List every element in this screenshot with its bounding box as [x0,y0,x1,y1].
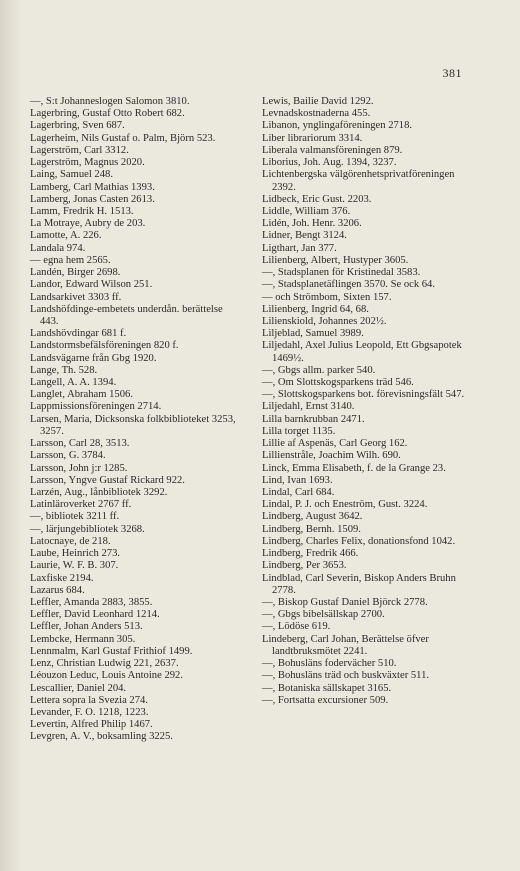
index-entry: —, S:t Johanneslogen Salomon 3810. [30,96,190,107]
index-entry: Lilienberg, Albert, Hustyper 3605. [262,254,409,266]
index-entry: Larsson, Carl 28, 3513. [30,438,130,450]
index-entry: — och Strömbom, Sixten 157. [262,291,392,303]
index-entry: Larsen, Maria, Dicksonska folkbiblioteket 3253, 3257. [30,413,236,437]
index-entry: Laing, Samuel 248. [30,169,113,181]
index-entry: Lidner, Bengt 3124. [262,230,347,242]
index-entry: Lindal, P. J. och Eneström, Gust. 3224. [262,499,428,511]
index-entry: Lettera sopra la Svezia 274. [30,694,148,706]
index-entry: —, Fortsatta excursioner 509. [262,694,389,706]
index-entry: Laxfiske 2194. [30,572,94,584]
binding-shadow [0,0,22,871]
index-entry: — egna hem 2565. [30,254,111,266]
index-entry: Landshöfdinge-embetets underdån. berättelse 443. [30,303,223,327]
index-entry: Lagerbring, Gustaf Otto Robert 682. [30,108,185,120]
index-entry: Lindberg, August 3642. [262,511,363,523]
index-entry: Lagerström, Carl 3312. [30,144,129,156]
index-entry: Landsvägarne från Gbg 1920. [30,352,157,364]
index-entry: Liljedahl, Ernst 3140. [262,401,355,413]
index-entry: —, Botaniska sällskapet 3165. [262,682,392,694]
index-entry: —, Slottskogsparkens bot. förevisningsfält 547. [262,389,465,401]
index-entry: Levgren, A. V., boksamling 3225. [30,731,173,743]
index-entry: Lilienskiold, Johannes 202½. [262,315,387,327]
index-entry: Lazarus 684. [30,584,85,596]
index-column-left [30,96,242,744]
index-entry: —, Gbgs allm. parker 540. [262,364,376,376]
index-entry: Larzén, Aug., lånbibliotek 3292. [30,487,168,498]
index-entry: —, Stadsplanen för Kristinedal 3583. [262,267,421,279]
index-entry: Ligthart, Jan 377. [262,242,337,254]
index-entry: Lagerheim, Nils Gustaf o. Palm, Björn 523. [30,132,216,144]
index-entry: Laube, Heinrich 273. [30,548,121,560]
index-entry: Lenz, Christian Ludwig 221, 2637. [30,658,179,670]
index-entry: Liber librariorum 3314. [262,132,363,144]
index-entry: Lamberg, Jonas Casten 2613. [30,193,155,205]
index-entry: La Motraye, Aubry de 203. [30,218,146,230]
index-entry: Leffler, Amanda 2883, 3855. [30,596,153,608]
index-entry: Lamm, Fredrik H. 1513. [30,205,134,217]
index-entry: Lamotte, A. 226. [30,230,102,242]
page-number: 381 [442,66,462,80]
index-entry: Lindberg, Charles Felix, donationsfond 1042. [262,535,456,547]
index-entry: Levander, F. O. 1218, 1223. [30,706,149,718]
index-entry: Linck, Emma Elisabeth, f. de la Grange 23. [262,462,446,474]
index-entry: —, Lödöse 619. [262,621,331,633]
index-entry: Lescallier, Daniel 204. [30,682,127,694]
index-entry: Libanon, ynglingaföreningen 2718. [262,120,413,132]
index-entry: Lindberg, Per 3653. [262,560,347,572]
index-entry: Lagerström, Magnus 2020. [30,157,145,169]
index-entry: Latinläroverket 2767 ff. [30,499,132,511]
index-entry: Lilla barnkrubban 2471. [262,413,365,425]
index-entry: Levertin, Alfred Philip 1467. [30,719,153,731]
index-entry: Lidén, Joh. Henr. 3206. [262,218,362,230]
index-entry: Lillienstråle, Joachim Wilh. 690. [262,450,401,462]
index-entry: Lind, Ivan 1693. [262,474,333,486]
index-entry: Leffler, David Leonhard 1214. [30,609,160,621]
index-entry: Lagerbring, Sven 687. [30,120,125,132]
index-entry: Lindal, Carl 684. [262,487,335,498]
index-entry: Lamberg, Carl Mathias 1393. [30,181,155,193]
index-entry: Liberala valmansföreningen 879. [262,144,403,156]
index-entry: Lilla torget 1135. [262,425,336,437]
index-entry: Langell, A. A. 1394. [30,377,117,389]
index-entry: Landshövdingar 681 f. [30,328,127,340]
index-entry: —, Biskop Gustaf Daniel Björck 2778. [262,596,428,608]
index-entry: Lichtenbergska välgörenhetsprivatföreningen 2392. [262,169,455,193]
index-entry: Landor, Edward Wilson 251. [30,279,153,291]
index-entry: Lennmalm, Karl Gustaf Frithiof 1499. [30,645,193,657]
index-entry: Lilienberg, Ingrid 64, 68. [262,303,369,315]
index-entry: Lembcke, Hermann 305. [30,633,136,645]
index-entry: Larsson, Yngve Gustaf Rickard 922. [30,474,185,486]
index-entry: Lange, Th. 528. [30,364,98,376]
index-entry: —, lärjungebibliotek 3268. [30,523,145,535]
index-entry: Lewis, Bailie David 1292. [262,96,374,107]
index-entry: —, Bohusläns fodervächer 510. [262,658,397,670]
index-entry: Liljedahl, Axel Julius Leopold, Ett Gbgsapotek 1469½. [262,340,462,364]
index-entry: Landala 974. [30,242,86,254]
index-entry: Langlet, Abraham 1506. [30,389,133,401]
index-entry: Landsarkivet 3303 ff. [30,291,122,303]
index-entry: Leffler, Johan Anders 513. [30,621,143,633]
index-entry: Lindberg, Fredrik 466. [262,548,359,560]
index-entry: Liddle, William 376. [262,205,351,217]
index-entry: —, Stadsplanetäflingen 3570. Se ock 64. [262,279,436,291]
index-column-right [262,96,470,707]
index-entry: Lindberg, Bernh. 1509. [262,523,361,535]
index-entry: Lillie af Aspenäs, Carl Georg 162. [262,438,408,450]
index-entry: Léouzon Leduc, Louis Antoine 292. [30,670,183,682]
index-entry: Landstormsbefälsföreningen 820 f. [30,340,179,352]
index-entry: —, Bohusläns träd och buskväxter 511. [262,670,430,682]
index-entry: Lappmissionsföreningen 2714. [30,401,162,413]
index-entry: —, Om Slottskogsparkens träd 546. [262,377,414,389]
index-entry: —, bibliotek 3211 ff. [30,511,120,523]
index-entry: Liborius, Joh. Aug. 1394, 3237. [262,157,397,169]
index-entry: Laurie, W. F. B. 307. [30,560,119,572]
index-entry: Larsson, G. 3784. [30,450,106,462]
index-entry: Latocnaye, de 218. [30,535,111,547]
index-entry: Lindeberg, Carl Johan, Berättelse öfver landtbruksmötet 2241. [262,633,429,657]
index-entry: Liljeblad, Samuel 3989. [262,328,364,340]
index-entry: Larsson, John j:r 1285. [30,462,128,474]
index-entry: —, Gbgs bibelsällskap 2700. [262,609,385,621]
index-entry: Landén, Birger 2698. [30,267,121,279]
index-entry: Lindblad, Carl Severin, Biskop Anders Bruhn 2778. [262,572,456,596]
index-entry: Levnadskostnaderna 455. [262,108,371,120]
index-entry: Lidbeck, Eric Gust. 2203. [262,193,372,205]
